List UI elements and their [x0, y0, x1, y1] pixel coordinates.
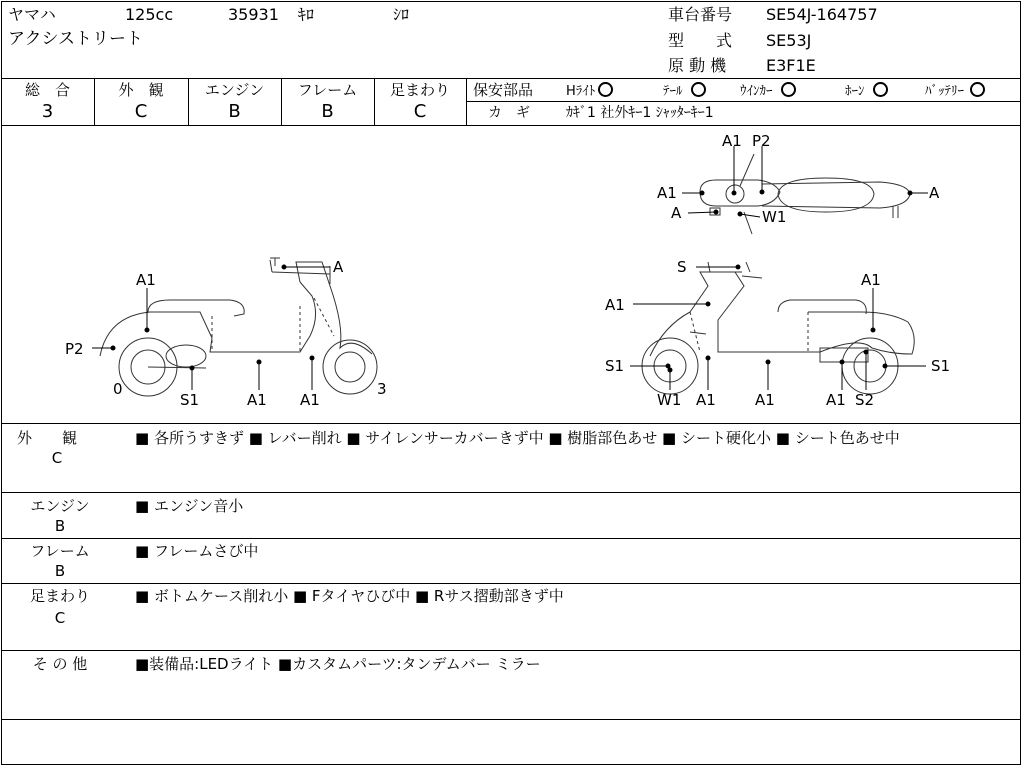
- left-label-0: 0: [113, 380, 123, 398]
- mileage: 35931: [228, 5, 279, 24]
- right-label-a1-seat: A1: [861, 271, 881, 289]
- detail-grade: C: [51, 449, 63, 467]
- type-value: SE53J: [766, 31, 812, 50]
- frame-grade: B: [321, 101, 334, 122]
- detail-row-other: [1, 653, 1021, 719]
- detail-text: ■ エンジン音小: [135, 497, 244, 515]
- detail-row-exterior: [1, 426, 1021, 492]
- engine-model-value: E3F1E: [766, 56, 816, 75]
- left-label-3: 3: [377, 380, 387, 398]
- color: ｼﾛ: [393, 5, 410, 24]
- left-label-p2: P2: [65, 340, 84, 358]
- suspension-grade-label: 足まわり: [389, 81, 450, 99]
- right-label-w1: W1: [657, 391, 682, 409]
- detail-rule: [1, 538, 1021, 539]
- safety-item-headlight: [566, 82, 613, 100]
- detail-grade: B: [54, 517, 66, 535]
- detail-text: ■ 各所うすきず ■ レバー削れ ■ サイレンサーカバーきず中 ■ 樹脂部色あせ ■ シート硬化小 ■ シート色あせ中: [135, 429, 900, 447]
- engine-grade-label: エンジン: [204, 81, 265, 99]
- scooter-diagram: [0, 126, 1024, 423]
- top-label-p2: P2: [752, 132, 771, 150]
- safety-divider: [466, 101, 1021, 102]
- detail-rule: [1, 492, 1021, 493]
- detail-text: ■ フレームさび中: [135, 542, 259, 560]
- left-label-a1: A1: [136, 271, 156, 289]
- exterior-grade-label: 外 観: [118, 81, 164, 99]
- mileage-unit: ｷﾛ: [298, 5, 315, 24]
- safety-item-winker: [740, 82, 796, 100]
- right-label-a1: A1: [605, 296, 625, 314]
- detail-label: フレーム: [30, 542, 90, 560]
- maker: ヤマハ: [8, 5, 56, 24]
- detail-label: エンジン: [30, 497, 90, 515]
- detail-row-suspension: [1, 585, 1021, 650]
- left-label-a: A: [333, 258, 344, 276]
- ok-mark-icon: [598, 82, 613, 97]
- key-value: ｶｷﾞ1 社外ｷｰ1 ｼｬｯﾀｰｷｰ1: [566, 105, 714, 121]
- safety-item-battery: [925, 82, 985, 100]
- safety-item-label: ﾃｰﾙ: [663, 84, 683, 99]
- right-label-s: S: [677, 258, 687, 276]
- exterior-grade: C: [134, 101, 148, 122]
- model-name: アクシストリート: [8, 29, 143, 49]
- top-label-a1: A1: [722, 132, 742, 150]
- frame-no: SE54J-164757: [766, 5, 878, 24]
- detail-row-frame: [1, 540, 1021, 583]
- right-label-s1-front: S1: [605, 357, 625, 375]
- safety-item-label: ﾎｰﾝ: [845, 84, 865, 99]
- safety-item-label: ｳｲﾝｶｰ: [740, 84, 773, 99]
- safety-item-horn: [845, 82, 888, 100]
- left-label-a1-bottom2: A1: [300, 391, 320, 409]
- detail-grade: C: [54, 609, 66, 627]
- ok-mark-icon: [691, 82, 706, 97]
- top-label-a-lower: A: [671, 204, 682, 222]
- top-label-a-right: A: [929, 184, 940, 202]
- detail-rule: [1, 650, 1021, 651]
- safety-item-label: Hﾗｲﾄ: [566, 84, 596, 99]
- type-label: 型 式: [668, 31, 733, 50]
- top-label-w1: W1: [762, 208, 787, 226]
- engine-grade: B: [228, 101, 241, 122]
- frame-grade-label: フレーム: [297, 81, 358, 99]
- right-label-a1-b1: A1: [696, 391, 716, 409]
- detail-grade: B: [54, 562, 66, 580]
- right-label-a1-b2: A1: [755, 391, 775, 409]
- total-grade: 3: [41, 101, 54, 122]
- grade-top-rule: [1, 78, 1021, 79]
- detail-label: 外 観: [16, 429, 77, 447]
- right-label-s1-rear: S1: [931, 357, 951, 375]
- key-label: カ ギ: [488, 105, 530, 121]
- engine-model-label: 原 動 機: [668, 56, 727, 75]
- ok-mark-icon: [873, 82, 888, 97]
- detail-rule: [1, 719, 1021, 720]
- detail-rule: [1, 583, 1021, 584]
- detail-text: ■装備品:LEDライト ■カスタムパーツ:タンデムバー ミラー: [135, 655, 541, 673]
- top-label-a1-left: A1: [657, 184, 677, 202]
- displacement: 125cc: [125, 5, 174, 24]
- top-view-drawing: [700, 154, 910, 234]
- left-label-s1: S1: [180, 391, 200, 409]
- suspension-grade: C: [413, 101, 427, 122]
- total-grade-label: 総 合: [24, 81, 70, 99]
- safety-item-label: ﾊﾞｯﾃﾘｰ: [925, 84, 964, 99]
- detail-row-engine: [1, 495, 1021, 538]
- ok-mark-icon: [970, 82, 985, 97]
- safety-item-tail: [663, 82, 706, 100]
- left-label-a1-bottom: A1: [247, 391, 267, 409]
- frame-no-label: 車台番号: [668, 5, 733, 24]
- right-label-s2: S2: [855, 391, 875, 409]
- ok-mark-icon: [781, 82, 796, 97]
- detail-label: 足まわり: [29, 587, 90, 605]
- detail-label: そ の 他: [32, 655, 88, 673]
- safety-label: 保安部品: [473, 81, 534, 99]
- diagram-bottom-rule: [1, 423, 1021, 424]
- right-label-a1-b3: A1: [826, 391, 846, 409]
- detail-text: ■ ボトムケース削れ小 ■ Fタイヤひび中 ■ Rサス摺動部きず中: [135, 587, 564, 605]
